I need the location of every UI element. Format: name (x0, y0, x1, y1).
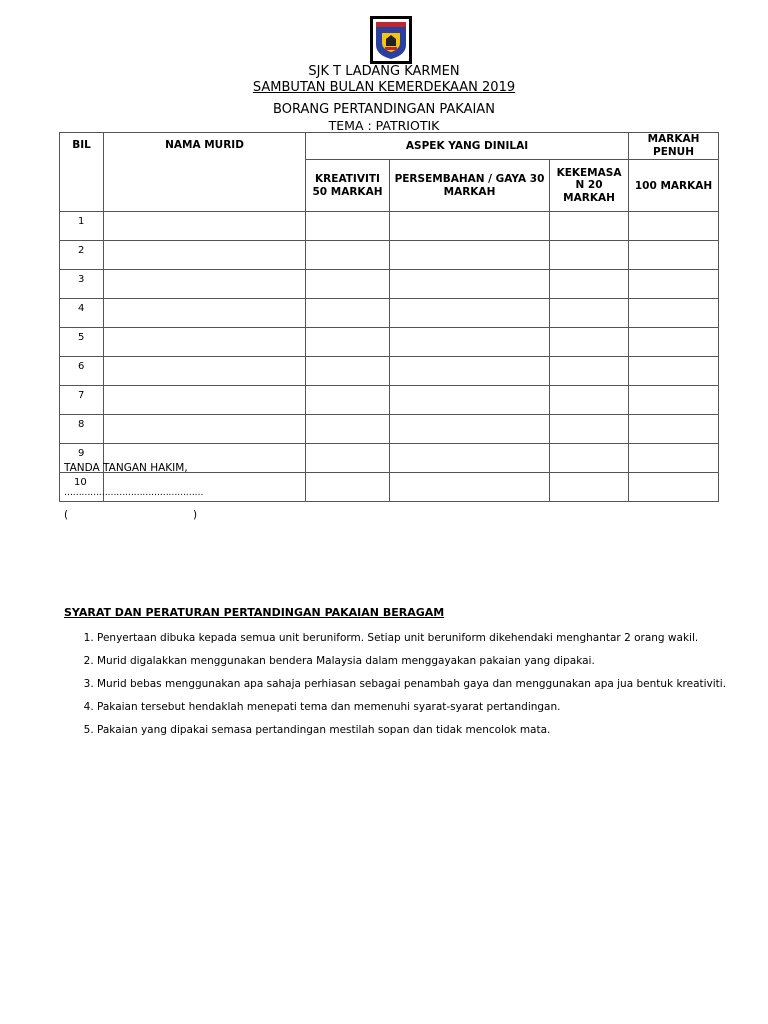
row-number: 2 (60, 241, 104, 270)
persembahan-cell (390, 270, 550, 299)
rule-item: 2. Murid digalakkan menggunakan bendera Malaysia dalam menggayakan pakaian yang dipakai. (97, 654, 737, 668)
kekemasan-cell (550, 444, 629, 473)
persembahan-cell (390, 444, 550, 473)
sub-total-header: 100 MARKAH (629, 160, 719, 212)
rules-list (64, 622, 737, 737)
rule-item: 4. Pakaian tersebut hendaklah menepati tema dan memenuhi syarat-syarat pertandingan. (97, 700, 737, 714)
nama-cell (104, 270, 306, 299)
rule-item: 3. Murid bebas menggunakan apa sahaja perhiasan sebagai penambah gaya dan menggunakan apa jua bentuk kreativiti. (97, 677, 737, 691)
table-row (60, 357, 719, 386)
nama-cell (104, 328, 306, 357)
row-number: 8 (60, 415, 104, 444)
sub-kekemasan-header: KEKEMASA N 20 MARKAH (550, 160, 629, 212)
persembahan-cell (390, 386, 550, 415)
rule-item: 1. Penyertaan dibuka kepada semua unit beruniform. Setiap unit beruniform dikehendaki menghantar 2 orang wakil. (97, 631, 737, 645)
nama-cell (104, 415, 306, 444)
row-number: 9 (60, 444, 104, 473)
persembahan-cell (390, 473, 550, 502)
kreativiti-cell (306, 212, 390, 241)
table-row (60, 415, 719, 444)
kekemasan-cell (550, 357, 629, 386)
rules-title: SYARAT DAN PERATURAN PERTANDINGAN PAKAIAN BERAGAM (64, 606, 445, 619)
kekemasan-cell (550, 212, 629, 241)
kreativiti-cell (306, 299, 390, 328)
judge-signature-label: TANDA TANGAN HAKIM, (64, 462, 188, 474)
col-aspek-header: ASPEK YANG DINILAI (306, 133, 629, 160)
nama-cell (104, 241, 306, 270)
persembahan-cell (390, 328, 550, 357)
judge-signature-line: ………………………………………… (64, 488, 204, 498)
row-number: 10 (60, 473, 104, 502)
table-row (60, 212, 719, 241)
kekemasan-cell (550, 299, 629, 328)
kreativiti-cell (306, 357, 390, 386)
form-title: BORANG PERTANDINGAN PAKAIAN (273, 102, 495, 117)
table-row (60, 328, 719, 357)
kreativiti-cell (306, 415, 390, 444)
kekemasan-cell (550, 270, 629, 299)
nama-cell (104, 299, 306, 328)
nama-cell (104, 386, 306, 415)
school-crest-icon (373, 19, 409, 61)
school-name: SJK T LADANG KARMEN (308, 64, 460, 79)
row-number: 3 (60, 270, 104, 299)
total-cell (629, 299, 719, 328)
persembahan-cell (390, 299, 550, 328)
row-number: 7 (60, 386, 104, 415)
total-cell (629, 473, 719, 502)
event-title: SAMBUTAN BULAN KEMERDEKAAN 2019 (252, 80, 516, 95)
persembahan-cell (390, 212, 550, 241)
kreativiti-cell (306, 473, 390, 502)
kreativiti-cell (306, 386, 390, 415)
col-nama-header: NAMA MURID (104, 133, 306, 212)
nama-cell (104, 212, 306, 241)
col-markah-penuh-header: MARKAH PENUH (629, 133, 719, 160)
persembahan-cell (390, 241, 550, 270)
kekemasan-cell (550, 241, 629, 270)
total-cell (629, 212, 719, 241)
sub-kreativiti-header: KREATIVITI 50 MARKAH (306, 160, 390, 212)
row-number: 1 (60, 212, 104, 241)
row-number: 5 (60, 328, 104, 357)
score-table (59, 132, 719, 502)
total-cell (629, 270, 719, 299)
school-logo (370, 16, 412, 64)
col-bil-header: BIL (60, 133, 104, 212)
kreativiti-cell (306, 328, 390, 357)
judge-name-close-paren: ) (193, 509, 198, 521)
total-cell (629, 415, 719, 444)
persembahan-cell (390, 357, 550, 386)
kreativiti-cell (306, 270, 390, 299)
row-number: 6 (60, 357, 104, 386)
total-cell (629, 357, 719, 386)
row-number: 4 (60, 299, 104, 328)
table-row (60, 241, 719, 270)
judge-name-open-paren: ( (64, 509, 69, 521)
kekemasan-cell (550, 473, 629, 502)
kekemasan-cell (550, 386, 629, 415)
kekemasan-cell (550, 328, 629, 357)
kreativiti-cell (306, 444, 390, 473)
total-cell (629, 386, 719, 415)
rule-item: 5. Pakaian yang dipakai semasa pertandingan mestilah sopan dan tidak mencolok mata. (97, 723, 737, 737)
kreativiti-cell (306, 241, 390, 270)
total-cell (629, 444, 719, 473)
sub-persembahan-header: PERSEMBAHAN / GAYA 30 MARKAH (390, 160, 550, 212)
total-cell (629, 241, 719, 270)
total-cell (629, 328, 719, 357)
theme-title: TEMA : PATRIOTIK (328, 118, 440, 133)
nama-cell (104, 357, 306, 386)
table-row (60, 386, 719, 415)
table-row (60, 270, 719, 299)
table-row (60, 299, 719, 328)
persembahan-cell (390, 415, 550, 444)
kekemasan-cell (550, 415, 629, 444)
